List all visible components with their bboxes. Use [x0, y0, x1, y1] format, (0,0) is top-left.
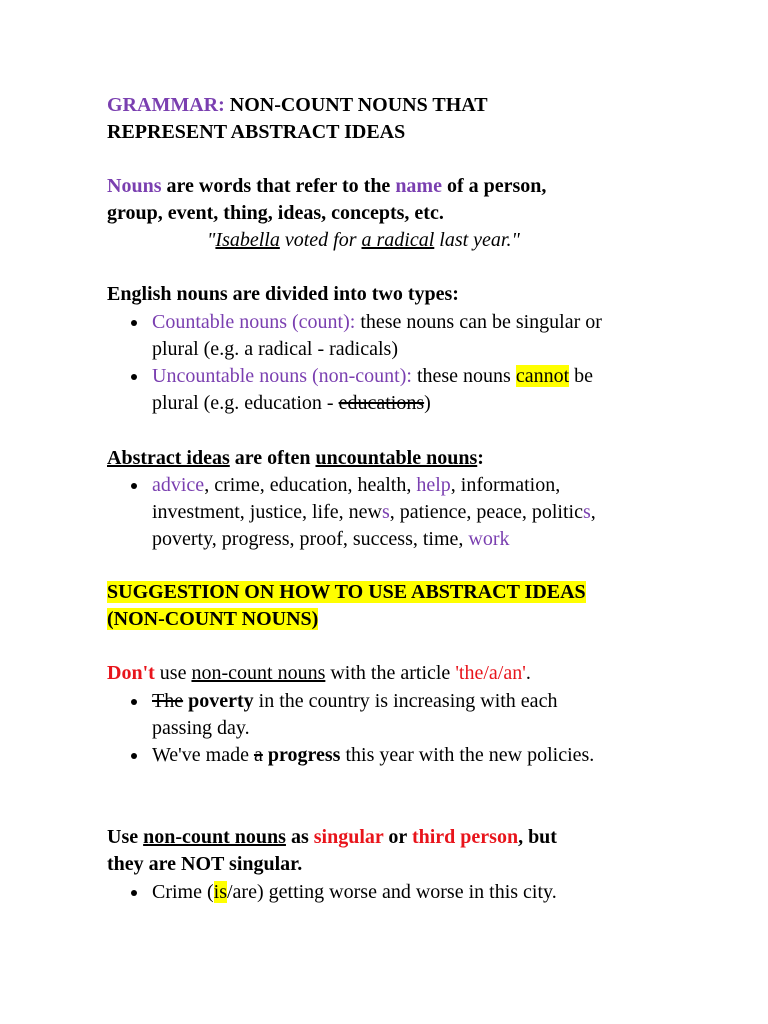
dont-examples	[107, 688, 728, 769]
countable-text-2: plural (e.g. a radical - radicals)	[152, 338, 398, 360]
uncountable-text-2: be	[569, 365, 594, 387]
use-text-4: , but	[518, 826, 557, 848]
uncountable-text-4: )	[424, 392, 431, 414]
use-text-3: or	[383, 826, 412, 848]
intro-text-2: of a person,	[441, 175, 547, 197]
suggestion-line2: (NON-COUNT NOUNS)	[107, 608, 319, 630]
example-isabella: Isabella	[215, 229, 280, 251]
title-line1: NON-COUNT NOUNS THAT	[224, 94, 488, 116]
types-list	[107, 309, 728, 417]
use-line2: they are NOT singular.	[107, 853, 303, 875]
page-title	[107, 92, 728, 146]
countable-label: Countable nouns (count):	[152, 311, 356, 333]
use-rule	[107, 824, 728, 878]
a-struck: a	[253, 744, 263, 766]
list-item-poverty	[107, 688, 728, 742]
progress-bold: progress	[262, 744, 341, 766]
dont-ncn: non-count nouns	[191, 662, 326, 684]
use-singular: singular	[313, 826, 384, 848]
poverty-bold: poverty	[183, 690, 254, 712]
words-2: , information,	[450, 474, 561, 496]
abstract-list	[107, 472, 728, 553]
is-highlight: is	[213, 881, 227, 903]
words-4: , patience, peace, politic	[389, 501, 583, 523]
example-quote: "	[207, 229, 216, 251]
politics-s: s	[582, 501, 591, 523]
words-6: poverty, progress, proof, success, time,	[152, 528, 469, 550]
list-item-abstract-words	[107, 472, 728, 553]
list-item-uncountable	[107, 363, 728, 417]
suggestion-line1: SUGGESTION ON HOW TO USE ABSTRACT IDEAS	[107, 581, 586, 603]
example-text-2: last year."	[434, 229, 520, 251]
uncountable-text-1: these nouns	[411, 365, 516, 387]
types-heading	[107, 281, 728, 308]
use-text-1: Use	[107, 826, 144, 848]
list-item-countable	[107, 309, 728, 363]
use-third-person: third person	[411, 826, 519, 848]
words-1: , crime, education, health,	[204, 474, 417, 496]
word-work: work	[468, 528, 510, 550]
list-item-progress	[107, 742, 728, 769]
crime-rest: /are) getting worse and worse in this city.	[227, 881, 557, 903]
title-label: GRAMMAR:	[107, 94, 225, 116]
nouns-term: Nouns	[107, 175, 162, 197]
cannot-highlight: cannot	[515, 365, 570, 387]
the-struck: The	[152, 690, 184, 712]
example-radical: a radical	[361, 229, 435, 251]
suggestion-heading	[107, 579, 586, 633]
words-5: ,	[590, 501, 596, 523]
types-heading-text: English nouns are divided into two types:	[107, 283, 459, 305]
abstract-heading-colon: :	[477, 447, 484, 469]
dont-text-1: use	[154, 662, 192, 684]
title-line2: REPRESENT ABSTRACT IDEAS	[107, 121, 406, 143]
dont-text-3: .	[525, 662, 531, 684]
countable-text-1: these nouns can be singular or	[355, 311, 602, 333]
progress-rest: this year with the new policies.	[340, 744, 595, 766]
poverty-rest: in the country is increasing with each	[253, 690, 558, 712]
use-text-2: as	[285, 826, 314, 848]
abstract-ideas-term: Abstract ideas	[107, 447, 230, 469]
use-examples	[107, 879, 728, 906]
intro-text-1: are words that refer to the	[161, 175, 396, 197]
word-help: help	[416, 474, 451, 496]
news-s: s	[381, 501, 390, 523]
intro-line2: group, event, thing, ideas, concepts, etc.	[107, 202, 444, 224]
dont-rule	[107, 660, 728, 687]
uncountable-text-3: plural (e.g. education -	[152, 392, 339, 414]
crime-pre: Crime (	[152, 881, 214, 903]
name-term: name	[395, 175, 442, 197]
dont-text-2: with the article	[325, 662, 456, 684]
intro-example	[207, 227, 728, 254]
words-3: investment, justice, life, new	[152, 501, 382, 523]
intro-paragraph	[107, 173, 728, 227]
list-item-crime	[107, 879, 728, 906]
uncountable-nouns-term: uncountable nouns	[315, 447, 478, 469]
use-ncn: non-count nouns	[143, 826, 286, 848]
progress-pre: We've made	[152, 744, 254, 766]
abstract-heading	[107, 445, 728, 472]
educations-struck: educations	[338, 392, 425, 414]
uncountable-label: Uncountable nouns (non-count):	[152, 365, 412, 387]
abstract-heading-text: are often	[229, 447, 316, 469]
example-text-1: voted for	[279, 229, 362, 251]
dont-label: Don't	[107, 662, 155, 684]
poverty-line2: passing day.	[152, 717, 250, 739]
word-advice: advice	[152, 474, 205, 496]
dont-article: 'the/a/an'	[455, 662, 526, 684]
